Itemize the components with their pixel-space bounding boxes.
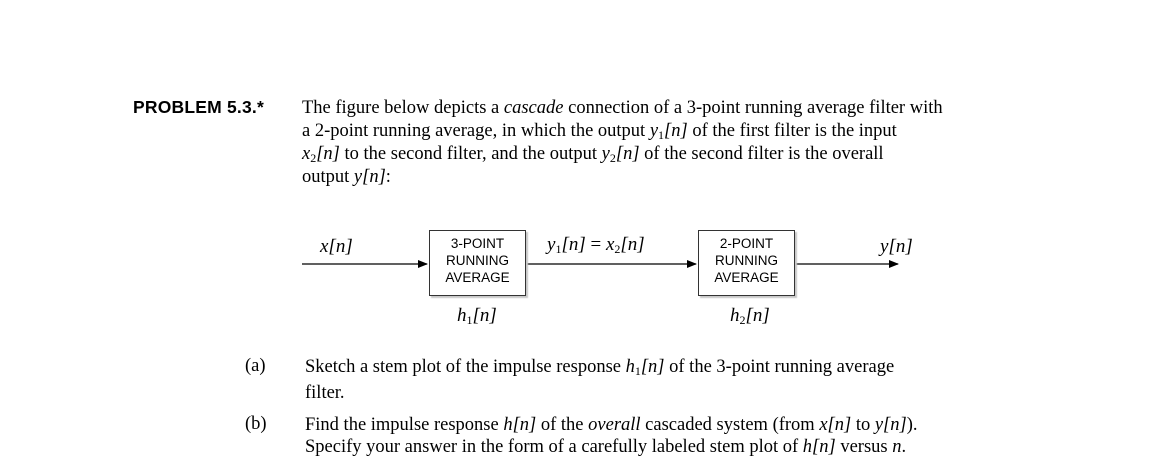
part-a-marker: (a) xyxy=(245,356,266,376)
two-point-filter-block: 2-POINT RUNNING AVERAGE xyxy=(698,230,795,296)
problem-intro xyxy=(302,97,1022,189)
math-x2: $x_2[n]$ xyxy=(302,144,340,165)
intro-line-1: The figure below depicts a cascade connection of a 3-point running average filter with xyxy=(302,98,943,118)
part-b-text: Find the impulse response h[n] of the overall cascaded system (from x[n] to y[n]). Specify your answer in the form of a carefully labeled stem plot of h[n] versus n. xyxy=(305,415,918,457)
output-signal-label: y[n] xyxy=(880,236,913,257)
input-signal-label: x[n] xyxy=(320,236,353,257)
math-h: h[n] xyxy=(503,415,537,435)
emphasis-overall: overall xyxy=(588,415,641,435)
math-y1: $y_1[n]$ xyxy=(649,121,688,142)
part-a-text: Sketch a stem plot of the impulse response $h_1[n]$ of the 3-point running average filter. xyxy=(305,357,895,403)
math-h1: $h_1[n]$ xyxy=(625,357,665,378)
intro-line-2: a 2-point running average, in which the output $y_1[n]$ of the first filter is the input xyxy=(302,121,897,142)
emphasis-cascade: cascade xyxy=(503,98,564,118)
three-point-filter-block: 3-POINT RUNNING AVERAGE xyxy=(429,230,526,296)
problem-label: PROBLEM 5.3.* xyxy=(133,97,264,117)
h2-label: $h_2[n]$ xyxy=(730,305,770,327)
intro-line-3: $x_2[n]$ to the second filter, and the output $y_2[n]$ of the second filter is the overall xyxy=(302,144,884,165)
h1-label: $h_1[n]$ xyxy=(457,305,497,327)
math-y2: $y_2[n]$ xyxy=(601,144,640,165)
middle-signal-label: $y_1[n] = x_2[n]$ xyxy=(547,234,645,256)
intro-line-4: output y[n]: xyxy=(302,167,391,187)
part-b-marker: (b) xyxy=(245,414,267,434)
math-y: y[n] xyxy=(353,167,386,187)
